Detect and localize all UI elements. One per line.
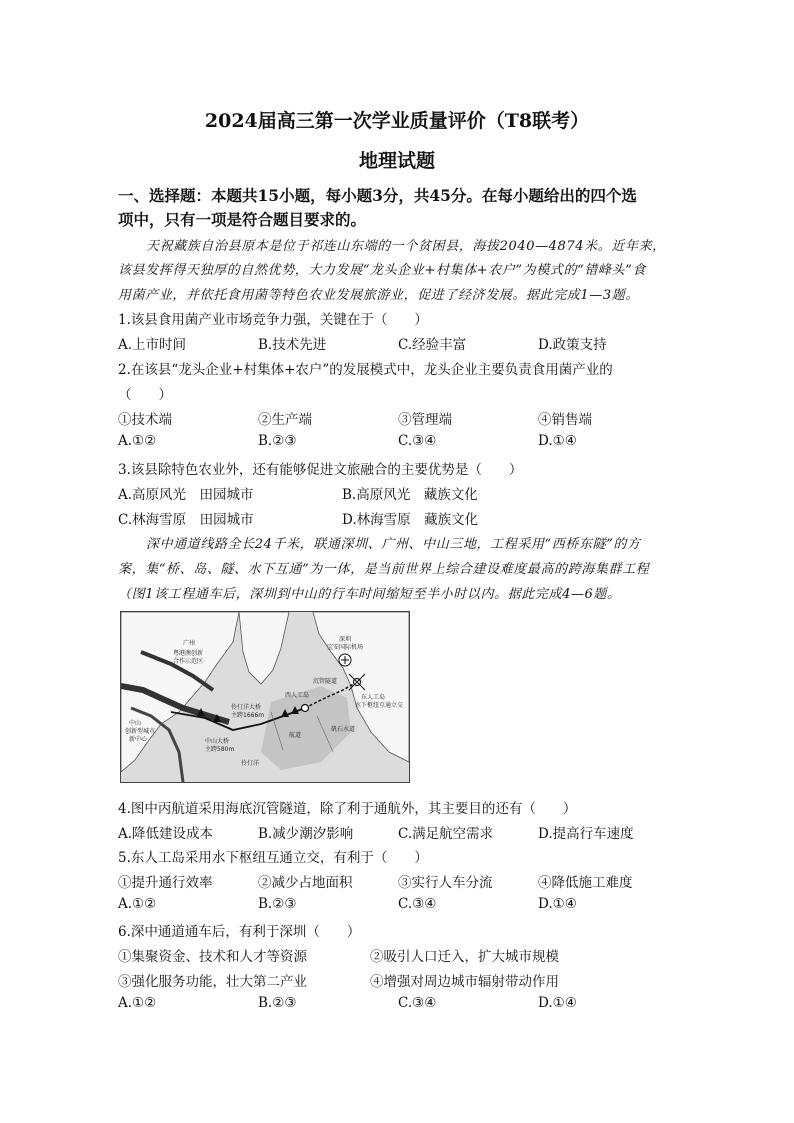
q2-item-3: ③管理端	[398, 412, 452, 428]
passage1-line1: 天祝藏族自治县原本是位于祁连山东端的一个贫困县，海拔2040—4874米。近年来，	[146, 239, 666, 254]
q4-option-b: B.减少潮汐影响	[258, 826, 354, 842]
q2-item-4: ④销售端	[538, 412, 592, 428]
map-label-lingding-span: 主跨1666m	[231, 712, 265, 719]
map-label-east-interchange: 水下枢纽互通立交	[355, 702, 404, 709]
q2-option-b: B.②③	[258, 433, 297, 449]
q4-option-a: A.降低建设成本	[118, 826, 214, 842]
page-title: 2024届高三第一次学业质量评价（T8联考）	[204, 110, 590, 132]
map-label-zhongshan-3: 新中心	[129, 736, 148, 743]
q6-item-2: ②吸引人口迁入，扩大城市规模	[370, 949, 559, 965]
q3-option-b: B.高原风光 藏族文化	[342, 487, 478, 503]
q2-item-2: ②生产端	[258, 412, 312, 428]
q3-option-c: C.林海雪原 田园城市	[118, 512, 254, 528]
map-label-east-island: 东人工岛	[361, 694, 386, 701]
passage2-line1: 深中通道线路全长24千米，联通深圳、广州、中山三地，工程采用“西桥东隧”的方	[146, 537, 641, 552]
passage1-line3: 用菌产业，并依托食用菌等特色农业发展旅游业，促进了经济发展。据此完成1—3题。	[118, 288, 639, 303]
q2-stem-line2: （ ）	[118, 387, 172, 403]
q6-option-a: A.①②	[118, 995, 157, 1011]
map-label-lingding-bridge: 伶仃洋大桥	[231, 704, 262, 711]
q3-stem: 3.该县除特色农业外，还有能够促进文旅融合的主要优势是（ ）	[118, 462, 523, 478]
q3-option-a: A.高原风光 田园城市	[118, 487, 254, 503]
q2-option-c: C.③④	[398, 433, 437, 449]
q6-option-c: C.③④	[398, 995, 437, 1011]
q2-option-a: A.①②	[118, 433, 157, 449]
q5-option-c: C.③④	[398, 896, 437, 912]
q5-item-3: ③实行人车分流	[398, 875, 493, 891]
passage2-line3: （图1该工程通车后，深圳到中山的行车时间缩短至半小时以内。据此完成4—6题。	[118, 587, 621, 602]
map-label-tunnel: 沉管隧道	[313, 678, 338, 685]
map-label-nansha-2: 合作示范区	[173, 658, 204, 665]
map-label-zhongshan-2: 创新型城市	[125, 728, 156, 735]
q4-option-c: C.满足航空需求	[398, 826, 494, 842]
q6-option-d: D.①④	[538, 995, 577, 1011]
map-label-airport-2: 宝安国际机场	[327, 644, 364, 651]
section-heading-line2: 项中，只有一项是符合题目要求的。	[118, 210, 367, 229]
q1-option-b: B.技术先进	[258, 337, 327, 353]
map-label-zhongshan: 中山	[129, 720, 142, 727]
passage2-line2: 案，集“桥、岛、隧、水下互通”为一体，是当前世界上综合建设难度最高的跨海集群工程	[118, 562, 650, 577]
passage1-line2: 该县发挥得天独厚的自然优势，大力发展“龙头企业+村集体+农户”为模式的“错峰头”食	[118, 263, 646, 278]
q2-option-d: D.①④	[538, 433, 577, 449]
map-label-airport-1: 深圳	[339, 636, 352, 643]
map-label-zhongshan-span: 主跨580m	[205, 746, 235, 753]
q6-item-4: ④增强对周边城市辐射带动作用	[370, 974, 559, 990]
q5-item-2: ②减少占地面积	[258, 875, 353, 891]
q6-option-b: B.②③	[258, 995, 297, 1011]
shenzhong-map-figure	[120, 611, 410, 783]
subject-title: 地理试题	[358, 150, 435, 172]
q1-option-d: D.政策支持	[538, 337, 607, 353]
section-heading-line1: 一、选择题：本题共15小题，每小题3分，共45分。在每小题给出的四个选	[118, 186, 637, 205]
q5-option-d: D.①④	[538, 896, 577, 912]
map-label-lane: 航道	[289, 732, 302, 739]
q2-item-1: ①技术端	[118, 412, 172, 428]
q1-option-c: C.经验丰富	[398, 337, 467, 353]
map-label-water: 伶仃洋	[241, 760, 260, 767]
q1-stem: 1.该县食用菌产业市场竞争力强，关键在于（ ）	[118, 312, 428, 328]
q6-stem: 6.深中通道通车后，有利于深圳（ ）	[118, 924, 361, 940]
q5-option-a: A.①②	[118, 896, 157, 912]
q3-option-d: D.林海雪原 藏族文化	[342, 512, 479, 528]
q2-stem-line1: 2.在该县“龙头企业+村集体+农户”的发展模式中，龙头企业主要负责食用菌产业的	[118, 362, 613, 378]
q5-option-b: B.②③	[258, 896, 297, 912]
map-label-nansha-1: 粤港澳创新	[173, 650, 204, 657]
q1-option-a: A.上市时间	[118, 337, 187, 353]
q4-stem: 4.图中丙航道采用海底沉管隧道，除了利于通航外，其主要目的还有（ ）	[118, 801, 577, 817]
map-label-guangzhou: 广州	[183, 640, 196, 647]
q6-item-1: ①集聚资金、技术和人才等资源	[118, 949, 307, 965]
map-label-west-island: 西人工岛	[285, 692, 310, 699]
q6-item-3: ③强化服务功能，壮大第二产业	[118, 974, 307, 990]
q5-stem: 5.东人工岛采用水下枢纽互通立交，有利于（ ）	[118, 850, 428, 866]
q4-option-d: D.提高行车速度	[538, 826, 634, 842]
q5-item-1: ①提升通行效率	[118, 875, 213, 891]
map-label-channel: 矾石水道	[331, 726, 356, 733]
q5-item-4: ④降低施工难度	[538, 875, 633, 891]
map-label-zhongshan-bridge: 中山大桥	[205, 738, 230, 745]
